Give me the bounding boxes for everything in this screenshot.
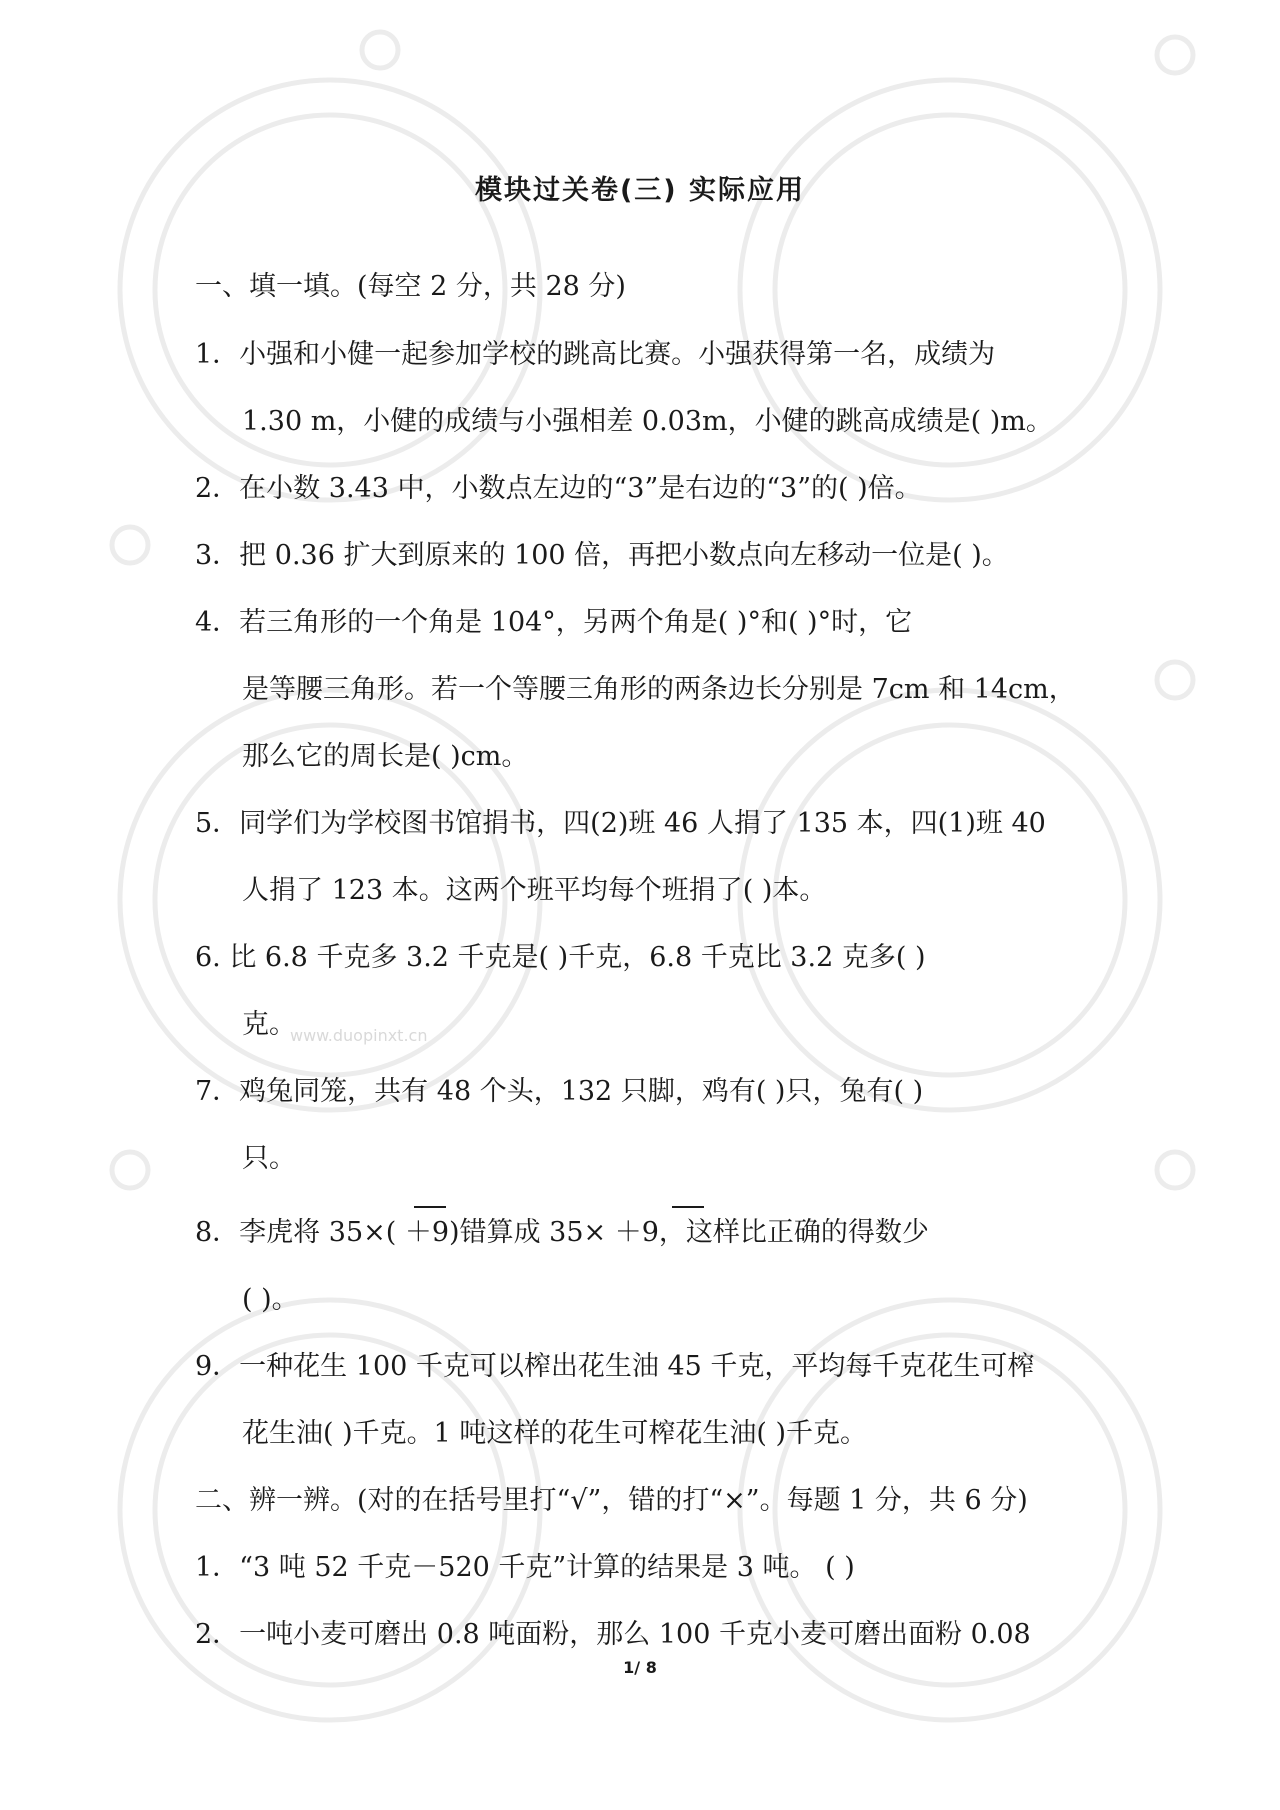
page-number: 1/ 8 (623, 1658, 657, 1677)
question-5-line-2: 人捐了 123 本。这两个班平均每个班捐了( )本。 (242, 875, 827, 906)
question-1-line-1: 1．小强和小健一起参加学校的跳高比赛。小强获得第一名，成绩为 (195, 339, 996, 370)
question-7-line-2: 只。 (242, 1143, 296, 1174)
question-4-line-3: 那么它的周长是( )cm。 (242, 741, 529, 772)
question-8-line-2: ( )。 (242, 1284, 299, 1315)
question-3-line-1: 3．把 0.36 扩大到原来的 100 倍，再把小数点向左移动一位是( )。 (195, 540, 1009, 571)
blank-overbar-2 (672, 1206, 704, 1208)
question-8-line-1: 8．李虎将 35×( ＋9)错算成 35× ＋9，这样比正确的得数少 (195, 1217, 929, 1248)
question-6-line-2: 克。 (242, 1009, 296, 1040)
question-2-line-1: 2．在小数 3.43 中，小数点左边的“3”是右边的“3”的( )倍。 (195, 473, 922, 504)
blank-overbar-1 (414, 1206, 446, 1208)
question-5-line-1: 5．同学们为学校图书馆捐书，四(2)班 46 人捐了 135 本，四(1)班 40 (195, 808, 1046, 839)
question-9-line-1: 9．一种花生 100 千克可以榨出花生油 45 千克，平均每千克花生可榨 (195, 1351, 1035, 1382)
question-4-line-1: 4．若三角形的一个角是 104°，另两个角是( )°和( )°时，它 (195, 607, 913, 638)
question-1-line-2: 1.30 m，小健的成绩与小强相差 0.03m，小健的跳高成绩是( )m。 (242, 406, 1053, 437)
page-title: 模块过关卷(三) 实际应用 (474, 175, 806, 206)
question-6-line-1: 6. 比 6.8 千克多 3.2 千克是( )千克，6.8 千克比 3.2 克多( ) (195, 942, 926, 973)
question-4-line-2: 是等腰三角形。若一个等腰三角形的两条边长分别是 7cm 和 14cm， (242, 674, 1076, 705)
judge-question-1: 1．“3 吨 52 千克－520 千克”计算的结果是 3 吨。 ( ) (195, 1552, 855, 1583)
question-7-line-1: 7．鸡兔同笼，共有 48 个头，132 只脚，鸡有( )只，兔有( ) (195, 1076, 924, 1107)
faint-website-text: www.duopinxt.cn (290, 1026, 428, 1045)
judge-question-2: 2．一吨小麦可磨出 0.8 吨面粉，那么 100 千克小麦可磨出面粉 0.08 (195, 1619, 1031, 1650)
section-heading-true-false: 二、辨一辨。(对的在括号里打“√”，错的打“×”。每题 1 分，共 6 分) (195, 1485, 1028, 1516)
question-9-line-2: 花生油( )千克。1 吨这样的花生可榨花生油( )千克。 (242, 1418, 868, 1449)
section-heading-fill-in: 一、填一填。(每空 2 分，共 28 分) (195, 271, 626, 302)
